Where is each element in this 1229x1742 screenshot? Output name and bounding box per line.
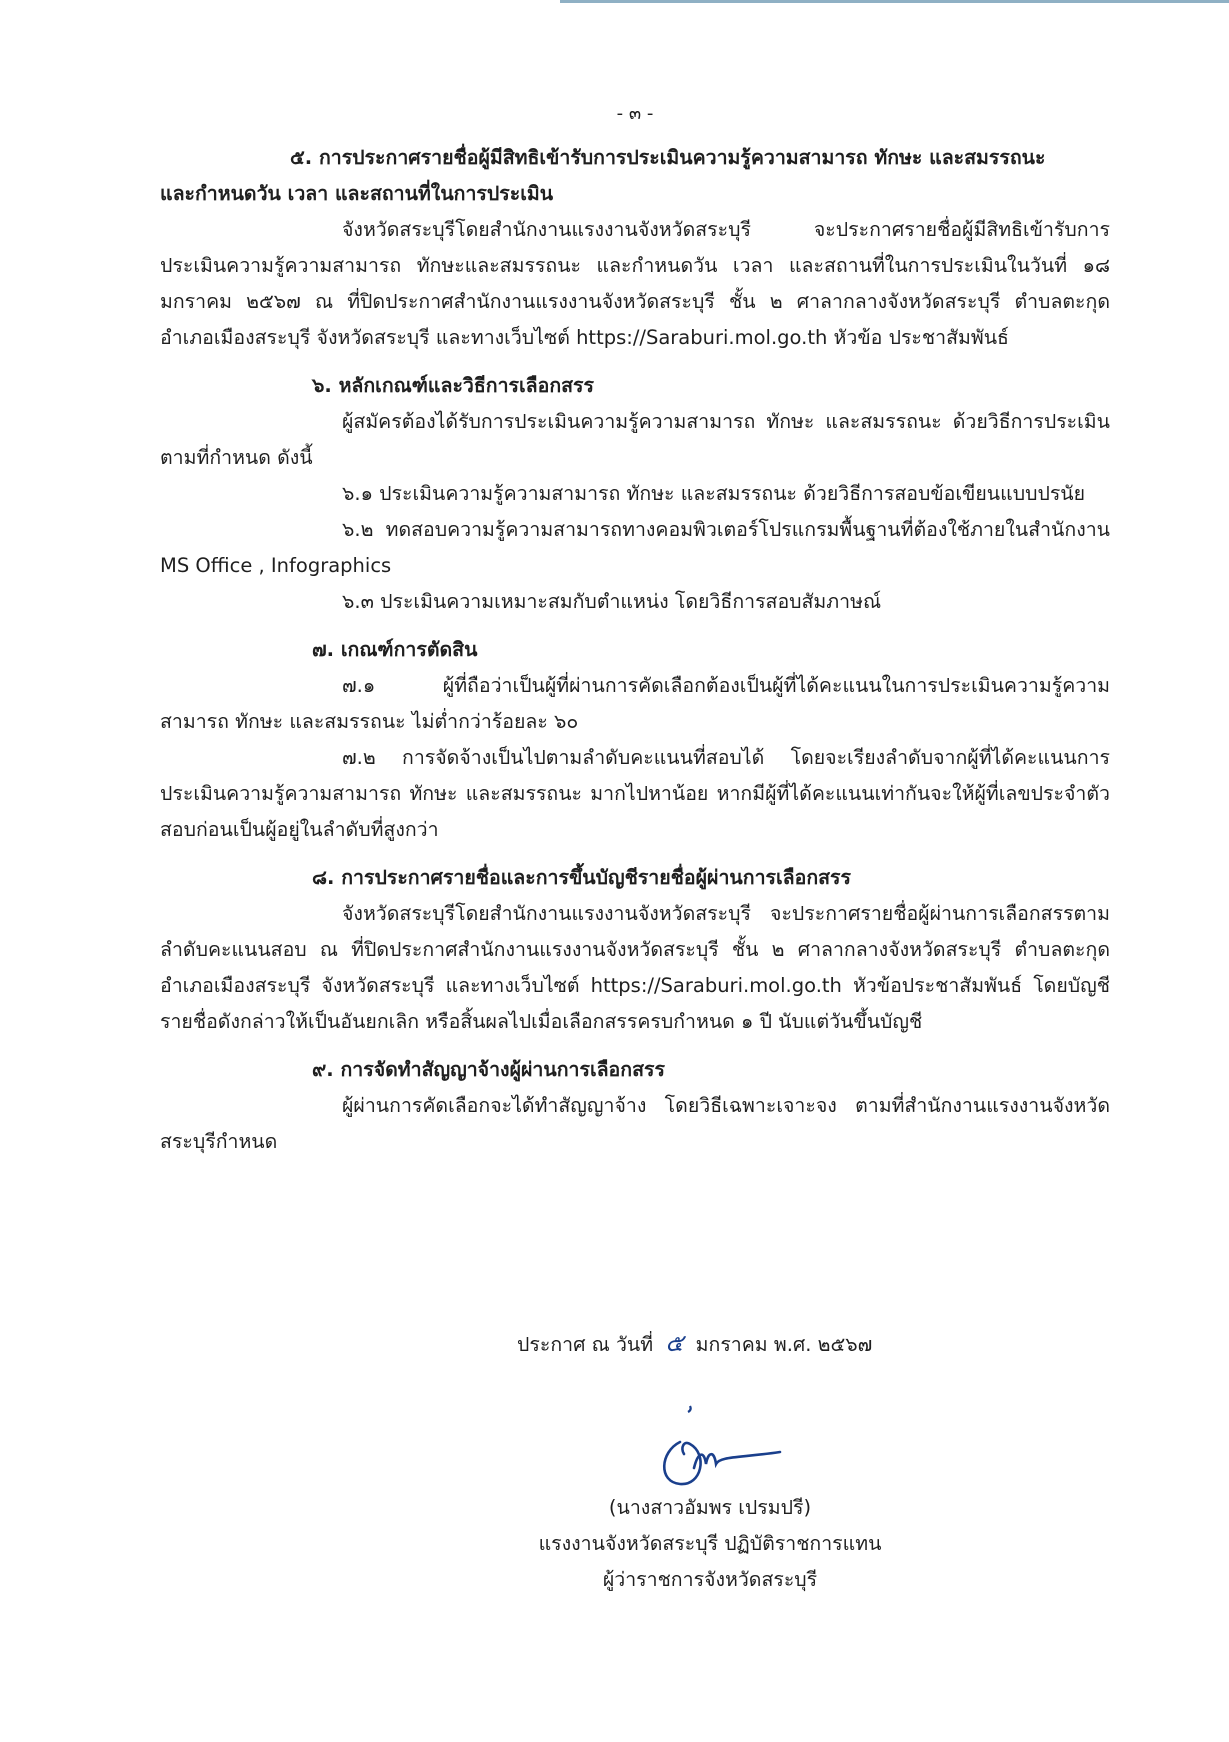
section-6: [160, 368, 1110, 620]
announcement-month-year: มกราคม พ.ศ. ๒๕๖๗: [695, 1333, 873, 1356]
section-6-heading: ๖. หลักเกณฑ์และวิธีการเลือกสรร: [312, 374, 594, 397]
section-6-item-1: ๖.๑ ประเมินความรู้ความสามารถ ทักษะ และสมรรถนะ ด้วยวิธีการสอบข้อเขียนแบบปรนัย: [342, 482, 1086, 505]
section-8-heading: ๘. การประกาศรายชื่อและการขึ้นบัญชีรายชื่อผู้ผ่านการเลือกสรร: [312, 866, 851, 889]
signer-position-line1: แรงงานจังหวัดสระบุรี ปฏิบัติราชการแทน: [538, 1532, 882, 1555]
section-6-body: ผู้สมัครต้องได้รับการประเมินความรู้ความสามารถ ทักษะ และสมรรถนะ ด้วยวิธีการประเมินตามที่กำหนด ดังนี้: [160, 410, 1110, 469]
section-9: [160, 1052, 1110, 1160]
section-8: [160, 860, 1110, 1040]
announcement-prefix: ประกาศ ณ วันที่: [517, 1333, 654, 1356]
section-7-heading: ๗. เกณฑ์การตัดสิน: [312, 638, 478, 661]
section-7-item-2: ๗.๒ การจัดจ้างเป็นไปตามลำดับคะแนนที่สอบได้ โดยจะเรียงลำดับจากผู้ที่ได้คะแนนการประเมินความรู้ความสามารถ ทักษะ และสมรรถนะ มากไปหาน้อย หากมีผู้ที่ได้คะแนนเท่ากันจะให้ผู้ที่เลขประจำตัวสอบก่อนเป็นผู้อยู่ในลำดับที่สูงกว่า: [160, 746, 1110, 841]
section-9-body: ผู้ผ่านการคัดเลือกจะได้ทำสัญญาจ้าง โดยวิธีเฉพาะเจาะจง ตามที่สำนักงานแรงงานจังหวัดสระบุรีกำหนด: [160, 1094, 1110, 1153]
section-6-item-2: ๖.๒ ทดสอบความรู้ความสามารถทางคอมพิวเตอร์โปรแกรมพื้นฐานที่ต้องใช้ภายในสำนักงาน MS Office , Infographics: [160, 518, 1110, 577]
signer-block: [480, 1490, 940, 1598]
section-8-body: จังหวัดสระบุรีโดยสำนักงานแรงงานจังหวัดสระบุรี จะประกาศรายชื่อผู้ผ่านการเลือกสรรตามลำดับคะแนนสอบ ณ ที่ปิดประกาศสำนักงานแรงงานจังหวัดสระบุรี ชั้น ๒ ศาลากลางจังหวัดสระบุรี ตำบลตะกุด อำเภอเมืองสระบุรี จังหวัดสระบุรี และทางเว็บไซต์ https://Saraburi.mol.go.th หัวข้อประชาสัมพันธ์ โดยบัญชีรายชื่อดังกล่าวให้เป็นอันยกเลิก หรือสิ้นผลไปเมื่อเลือกสรรครบกำหนด ๑ ปี นับแต่วันขึ้นบัญชี: [160, 902, 1110, 1033]
top-rule: [560, 0, 1229, 3]
section-5-heading-line1: ๕. การประกาศรายชื่อผู้มีสิทธิเข้ารับการประเมินความรู้ความสามารถ ทักษะ และสมรรถนะ: [290, 146, 1046, 169]
page-number: - ๓ -: [616, 103, 654, 124]
announcement-date: [517, 1325, 872, 1363]
section-7: [160, 632, 1110, 848]
document-page: [160, 96, 1110, 1172]
signature-mark: [650, 1392, 800, 1502]
section-5-heading-line2: และกำหนดวัน เวลา และสถานที่ในการประเมิน: [160, 182, 554, 205]
announcement-day: ๕: [665, 1329, 684, 1357]
section-9-heading: ๙. การจัดทำสัญญาจ้างผู้ผ่านการเลือกสรร: [312, 1058, 665, 1081]
section-7-item-1: ๗.๑ ผู้ที่ถือว่าเป็นผู้ที่ผ่านการคัดเลือกต้องเป็นผู้ที่ได้คะแนนในการประเมินความรู้ความสามารถ ทักษะ และสมรรถนะ ไม่ต่ำกว่าร้อยละ ๖๐: [160, 674, 1110, 733]
signer-position-line2: ผู้ว่าราชการจังหวัดสระบุรี: [602, 1568, 818, 1591]
section-5: [160, 140, 1110, 356]
signer-name: (นางสาวอัมพร เปรมปรี): [608, 1496, 812, 1519]
section-6-item-3: ๖.๓ ประเมินความเหมาะสมกับตำแหน่ง โดยวิธีการสอบสัมภาษณ์: [342, 590, 882, 613]
section-5-body: จังหวัดสระบุรีโดยสำนักงานแรงงานจังหวัดสระบุรี จะประกาศรายชื่อผู้มีสิทธิเข้ารับการประเมินความรู้ความสามารถ ทักษะและสมรรถนะ และกำหนดวัน เวลา และสถานที่ในการประเมินในวันที่ ๑๘ มกราคม ๒๕๖๗ ณ ที่ปิดประกาศสำนักงานแรงงานจังหวัดสระบุรี ชั้น ๒ ศาลากลางจังหวัดสระบุรี ตำบลตะกุด อำเภอเมืองสระบุรี จังหวัดสระบุรี และทางเว็บไซต์ https://Saraburi.mol.go.th หัวข้อ ประชาสัมพันธ์: [160, 218, 1110, 349]
